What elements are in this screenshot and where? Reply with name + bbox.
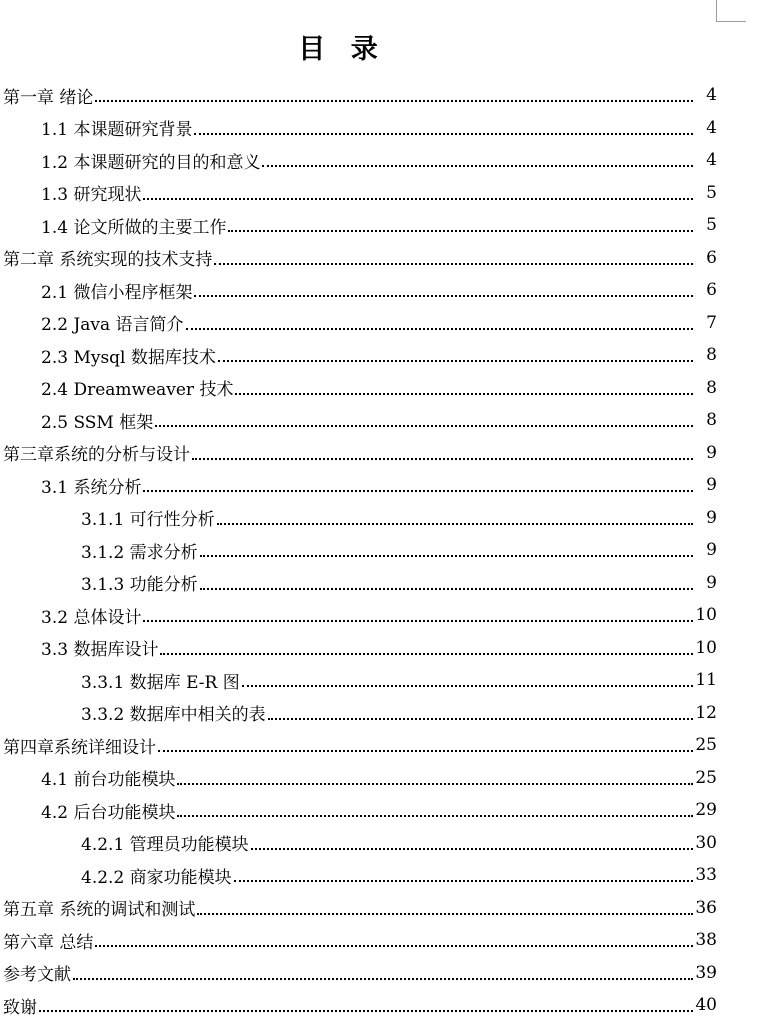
toc-dot-leader [194, 133, 693, 135]
toc-dot-leader [197, 913, 693, 915]
toc-entry-page-number: 9 [706, 540, 717, 561]
toc-entry[interactable] [0, 664, 763, 697]
toc-dot-leader [228, 230, 693, 232]
toc-entry-page-number: 8 [706, 410, 717, 431]
toc-entry-page-number: 12 [695, 702, 717, 723]
toc-entry[interactable] [0, 404, 763, 437]
toc-entry-label: 2.5 SSM 框架 [41, 412, 154, 433]
toc-entry-page-number: 7 [706, 312, 717, 333]
toc-dot-leader [95, 945, 693, 947]
toc-entry-page-number: 9 [706, 442, 717, 463]
toc-entry-label: 4.1 前台功能模块 [41, 770, 176, 791]
toc-entry-label: 第二章 系统实现的技术支持 [3, 250, 213, 271]
toc-dot-leader [218, 360, 693, 362]
toc-entry[interactable] [0, 209, 763, 242]
toc-dot-leader [143, 198, 693, 200]
toc-entry-label: 第六章 总结 [3, 932, 94, 953]
toc-entry[interactable] [0, 762, 763, 795]
toc-dot-leader [177, 783, 693, 785]
toc-entry-page-number: 5 [706, 215, 717, 236]
toc-dot-leader [143, 620, 693, 622]
toc-entry[interactable] [0, 112, 763, 145]
toc-dot-leader [155, 425, 693, 427]
toc-entry[interactable] [0, 989, 763, 1022]
toc-entry-page-number: 11 [695, 670, 717, 691]
toc-dot-leader [251, 848, 693, 850]
toc-dot-leader [177, 815, 693, 817]
toc-entry-label: 第一章 绪论 [3, 87, 94, 108]
toc-entry-label: 第五章 系统的调试和测试 [3, 900, 196, 921]
toc-entry-label: 2.2 Java 语言简介 [41, 315, 184, 336]
toc-dot-leader [39, 1010, 693, 1012]
toc-entry[interactable] [0, 274, 763, 307]
toc-entry[interactable] [0, 924, 763, 957]
toc-dot-leader [160, 653, 693, 655]
toc-entry-label: 3.1.2 需求分析 [81, 542, 198, 563]
table-of-contents [0, 79, 763, 1022]
toc-entry-label: 4.2.1 管理员功能模块 [81, 835, 249, 856]
toc-entry[interactable] [0, 372, 763, 405]
toc-entry-page-number: 9 [706, 507, 717, 528]
toc-dot-leader [186, 328, 693, 330]
toc-entry[interactable] [0, 794, 763, 827]
toc-dot-leader [262, 165, 693, 167]
toc-entry[interactable] [0, 534, 763, 567]
toc-entry-label: 1.1 本课题研究背景 [41, 120, 193, 141]
toc-entry[interactable] [0, 567, 763, 600]
toc-entry-label: 3.3.2 数据库中相关的表 [81, 705, 266, 726]
toc-entry-page-number: 4 [706, 150, 717, 171]
toc-entry-page-number: 10 [695, 605, 717, 626]
toc-entry-page-number: 40 [695, 995, 717, 1016]
toc-entry[interactable] [0, 729, 763, 762]
toc-entry-label: 2.3 Mysql 数据库技术 [41, 347, 216, 368]
toc-entry-page-number: 9 [706, 572, 717, 593]
toc-dot-leader [268, 718, 693, 720]
toc-entry[interactable] [0, 502, 763, 535]
toc-entry[interactable] [0, 144, 763, 177]
toc-entry-label: 2.1 微信小程序框架 [41, 282, 193, 303]
toc-entry-page-number: 33 [695, 865, 717, 886]
toc-dot-leader [235, 393, 693, 395]
toc-entry-label: 3.1.1 可行性分析 [81, 510, 215, 531]
toc-entry-page-number: 9 [706, 475, 717, 496]
toc-entry-page-number: 4 [706, 117, 717, 138]
page-corner-mark [716, 0, 746, 22]
toc-entry-page-number: 6 [706, 247, 717, 268]
toc-entry[interactable] [0, 827, 763, 860]
toc-entry-page-number: 10 [695, 637, 717, 658]
toc-entry[interactable] [0, 79, 763, 112]
toc-dot-leader [158, 750, 693, 752]
toc-title: 目 录 [298, 34, 386, 65]
toc-entry-page-number: 4 [706, 85, 717, 106]
toc-dot-leader [214, 263, 693, 265]
toc-dot-leader [192, 458, 693, 460]
toc-entry-label: 1.2 本课题研究的目的和意义 [41, 152, 261, 173]
toc-entry[interactable] [0, 437, 763, 470]
toc-entry[interactable] [0, 242, 763, 275]
toc-entry[interactable] [0, 957, 763, 990]
toc-entry-page-number: 38 [695, 930, 717, 951]
toc-entry-label: 3.1.3 功能分析 [81, 575, 198, 596]
toc-entry-label: 3.2 总体设计 [41, 607, 142, 628]
toc-entry[interactable] [0, 697, 763, 730]
toc-entry-page-number: 8 [706, 345, 717, 366]
toc-entry-label: 第三章系统的分析与设计 [3, 445, 190, 466]
toc-entry[interactable] [0, 632, 763, 665]
toc-entry-label: 3.3.1 数据库 E-R 图 [81, 672, 240, 693]
toc-dot-leader [234, 880, 693, 882]
toc-entry[interactable] [0, 177, 763, 210]
toc-entry-label: 4.2 后台功能模块 [41, 802, 176, 823]
toc-entry-label: 3.3 数据库设计 [41, 640, 159, 661]
toc-dot-leader [73, 978, 693, 980]
toc-entry[interactable] [0, 859, 763, 892]
toc-dot-leader [95, 100, 693, 102]
toc-dot-leader [194, 295, 693, 297]
toc-entry[interactable] [0, 339, 763, 372]
toc-entry-label: 参考文献 [3, 965, 71, 986]
toc-entry-label: 致谢 [3, 997, 37, 1018]
toc-entry-page-number: 29 [695, 800, 717, 821]
toc-entry-page-number: 36 [695, 897, 717, 918]
toc-entry[interactable] [0, 469, 763, 502]
toc-entry-label: 1.3 研究现状 [41, 185, 142, 206]
toc-dot-leader [143, 490, 693, 492]
toc-entry-label: 4.2.2 商家功能模块 [81, 867, 232, 888]
toc-entry-page-number: 39 [695, 962, 717, 983]
toc-entry-page-number: 25 [695, 767, 717, 788]
toc-dot-leader [217, 523, 693, 525]
toc-dot-leader [200, 555, 693, 557]
toc-entry-label: 1.4 论文所做的主要工作 [41, 217, 227, 238]
toc-dot-leader [200, 588, 693, 590]
toc-entry-label: 第四章系统详细设计 [3, 737, 156, 758]
toc-entry[interactable] [0, 307, 763, 340]
toc-entry-label: 2.4 Dreamweaver 技术 [41, 380, 234, 401]
toc-entry[interactable] [0, 599, 763, 632]
toc-entry-page-number: 6 [706, 280, 717, 301]
toc-entry-page-number: 25 [695, 735, 717, 756]
toc-entry-page-number: 30 [695, 832, 717, 853]
toc-dot-leader [242, 685, 693, 687]
toc-entry-page-number: 5 [706, 182, 717, 203]
toc-entry-label: 3.1 系统分析 [41, 477, 142, 498]
toc-entry[interactable] [0, 892, 763, 925]
toc-entry-page-number: 8 [706, 377, 717, 398]
